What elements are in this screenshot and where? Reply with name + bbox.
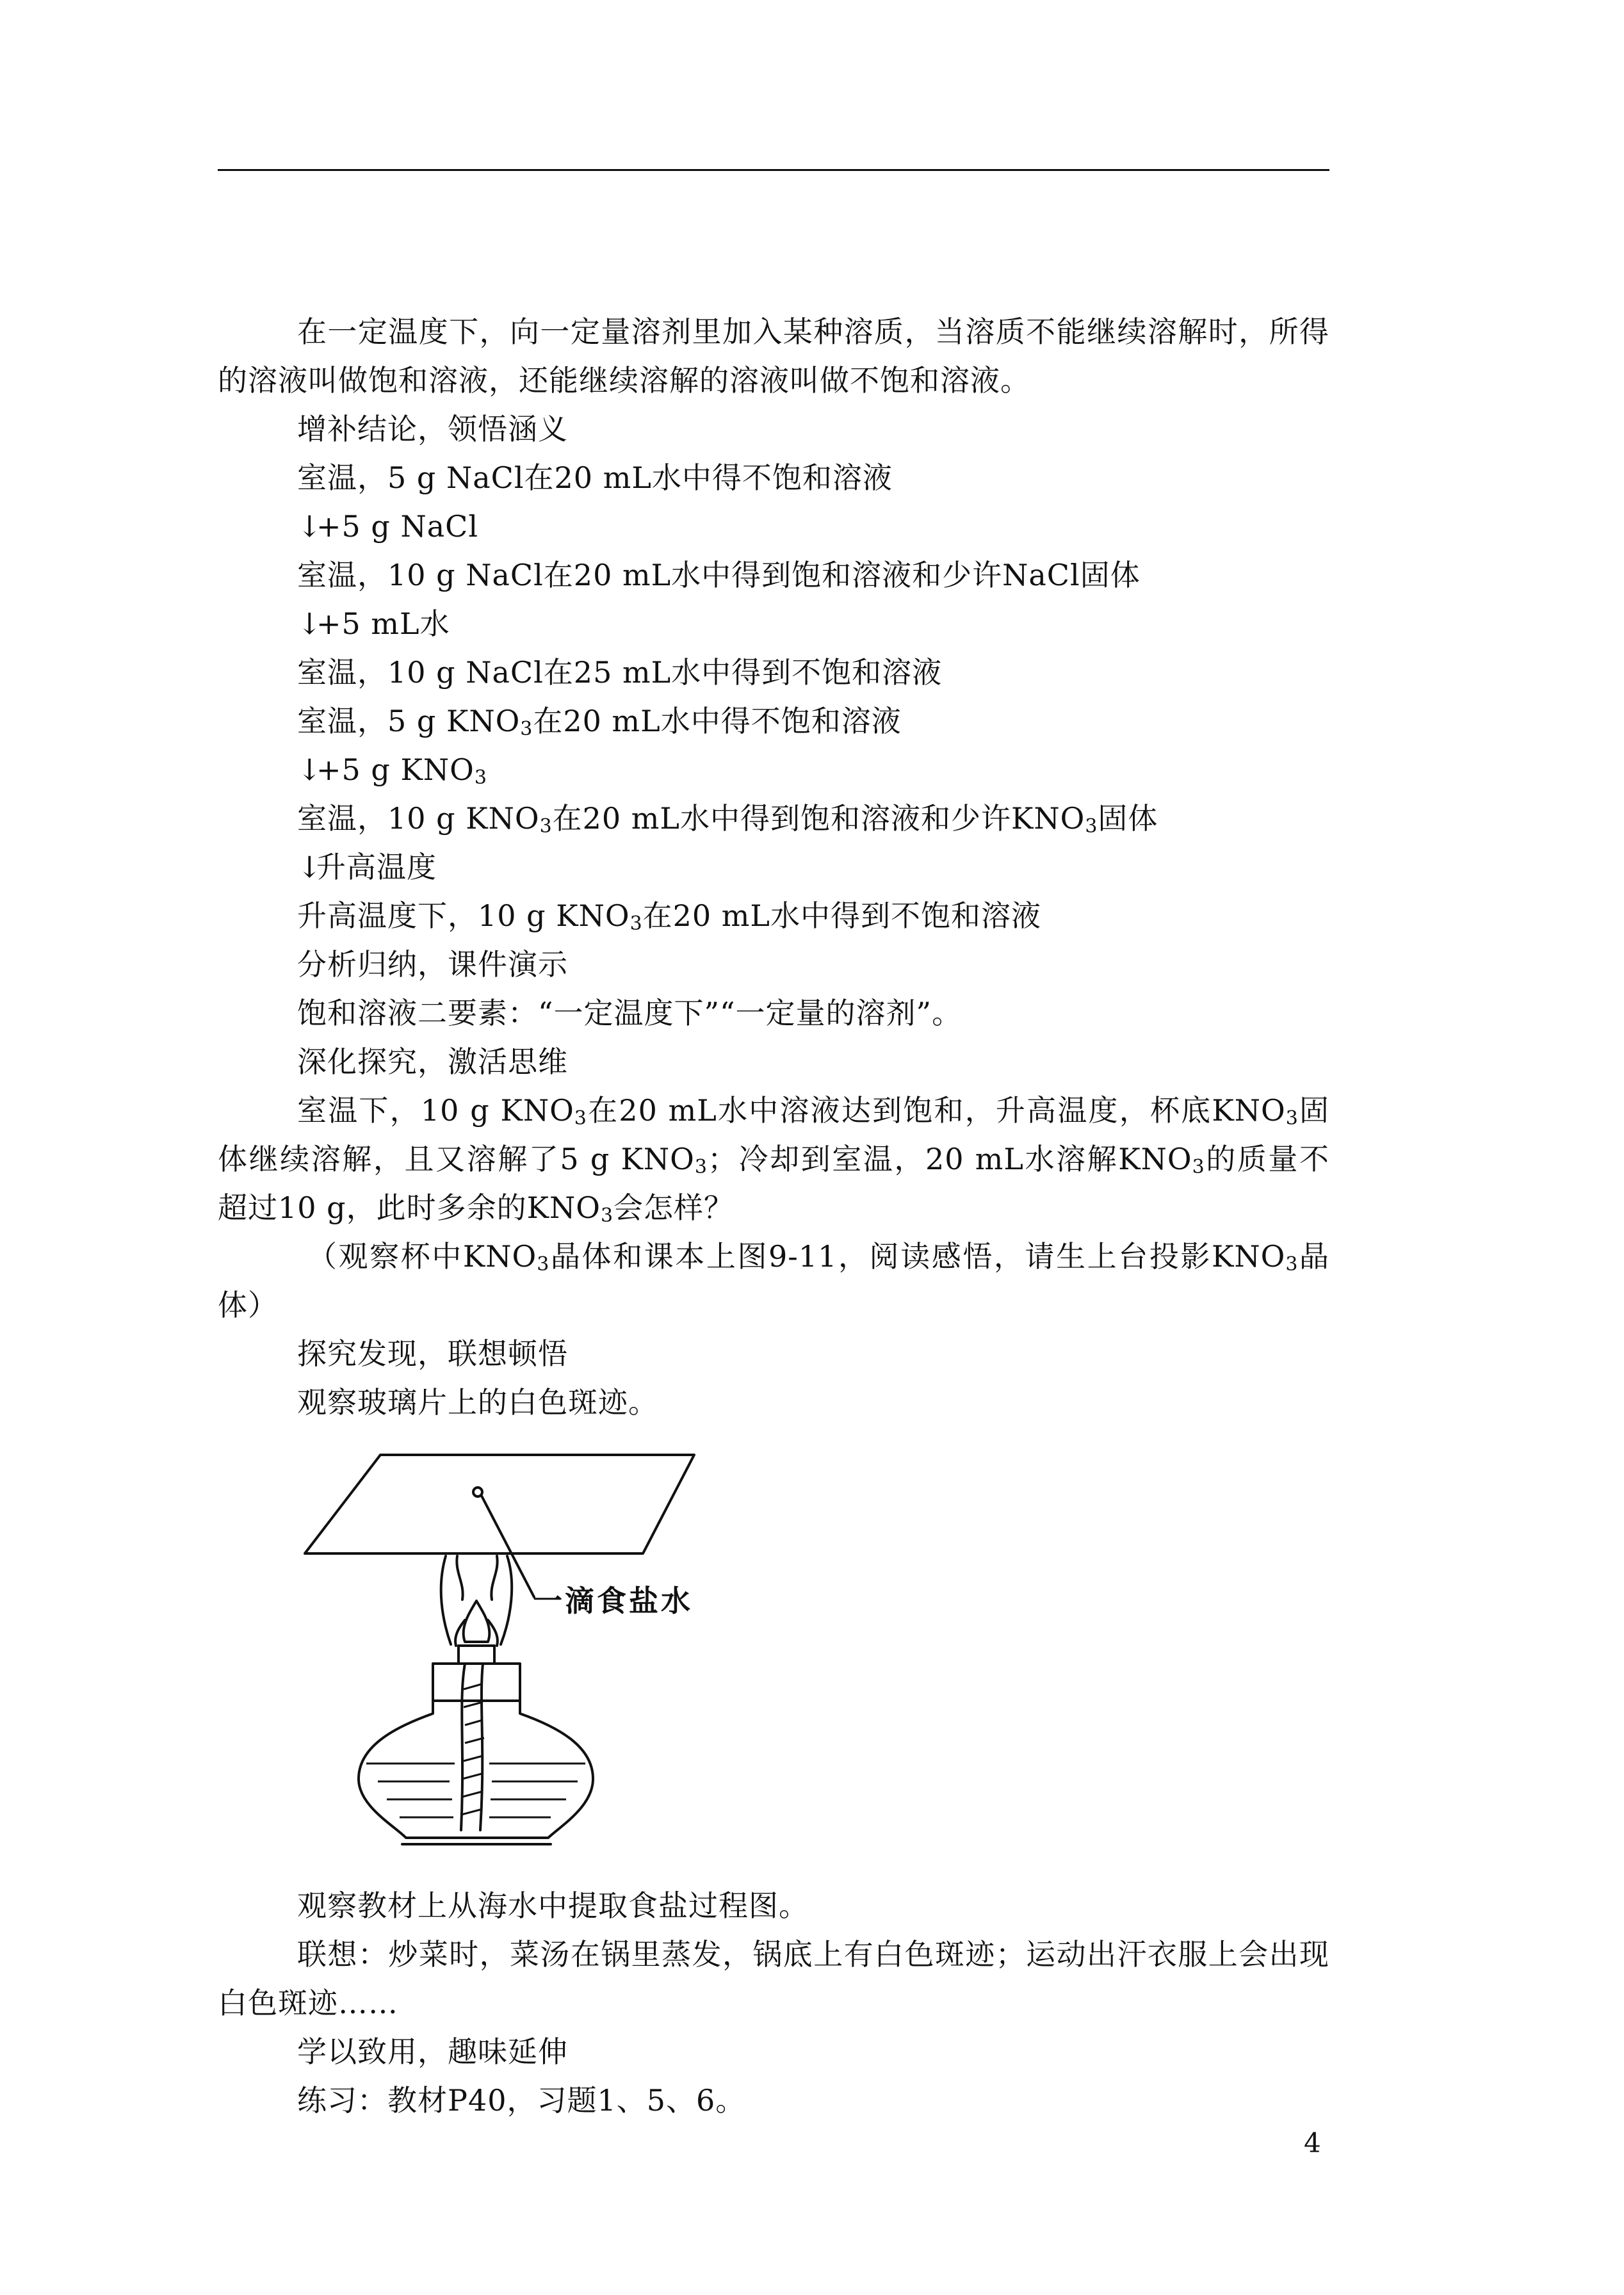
kno3-heat-step: ↓升高温度 [218,843,1329,891]
section-heading-analysis: 分析归纳，课件演示 [297,947,568,982]
figure-label: 一滴食盐水 [533,1584,693,1618]
label-pointer-line [482,1496,534,1597]
section-heading-apply: 学以致用，趣味延伸 [297,2034,568,2069]
lamp-collar [433,1664,520,1701]
observe-crystal-paragraph: （观察杯中$KNO_3$晶体和课本上图9-11，阅读感悟，请生上台投影$KNO_3$晶体） [218,1239,1330,1322]
alcohol-liquid [366,1764,585,1817]
alcohol-lamp-diagram [297,1446,925,1869]
section-heading-conclusion: 增补结论，领悟涵义 [297,412,568,446]
nacl-add-salt-step: ↓+5 g NaCl [218,502,1329,551]
alcohol-lamp-figure [297,1446,925,1869]
observe-seawater-line: 观察教材上从海水中提取食盐过程图。 [297,1888,809,1923]
document-body [218,307,1329,2125]
down-arrow-icon: ↓ [297,509,323,544]
exercise-line: 练习：教材P40，习题1、5、6。 [297,2083,746,2118]
kno3-add-salt-step: ↓+5 g $KNO_3$ [218,745,1329,794]
section-heading-discover: 探究发现，联想顿悟 [297,1336,568,1371]
association-paragraph: 联想：炒菜时，菜汤在锅里蒸发，锅底上有白色斑迹；运动出汗衣服上会出现白色斑迹…… [218,1937,1329,2020]
header-rule [218,169,1329,171]
observe-glass-line: 观察玻璃片上的白色斑迹。 [297,1385,658,1420]
definition-paragraph: 在一定温度下，向一定量溶剂里加入某种溶质，当溶质不能继续溶解时，所得的溶液叫做饱和溶液，还能继续溶解的溶液叫做不饱和溶液。 [218,314,1329,398]
flame-wisps [457,1556,497,1600]
nacl-step-1: 室温，5 g NaCl在20 mL水中得不饱和溶液 [297,460,893,495]
explore-paragraph: 室温下，10 g $KNO_3$在20 mL水中溶液达到饱和，升高温度，杯底$KNO_3$固体继续溶解，且又溶解了5 g $KNO_3$；冷却到室温，20 mL水溶解$KNO_3$的质量不超过10 g，此时多余的$KNO_3$会怎样？ [218,1093,1329,1227]
page-number: 4 [1304,2127,1321,2159]
kno3-step-2: 室温，10 g $KNO_3$在20 mL水中得到饱和溶液和少许$KNO_3$固体 [297,801,1158,838]
flame-inner [464,1601,490,1642]
kno3-step-3: 升高温度下，10 g $KNO_3$在20 mL水中得到不饱和溶液 [297,898,1041,935]
down-arrow-icon: ↓ [297,850,323,884]
down-arrow-icon: ↓ [297,752,323,787]
kno3-step-1: 室温，5 g $KNO_3$在20 mL水中得不饱和溶液 [297,704,902,740]
wick-holder [459,1646,494,1664]
nacl-add-water-step: ↓+5 mL水 [218,599,1329,648]
section-heading-explore: 深化探究，激活思维 [297,1044,568,1079]
nacl-step-2: 室温，10 g NaCl在20 mL水中得到饱和溶液和少许NaCl固体 [297,558,1141,592]
glass-slide [305,1455,694,1553]
nacl-step-3: 室温，10 g NaCl在25 mL水中得到不饱和溶液 [297,655,943,690]
saturation-elements: 饱和溶液二要素：“一定温度下”“一定量的溶剂”。 [297,996,962,1030]
down-arrow-icon: ↓ [297,606,323,641]
